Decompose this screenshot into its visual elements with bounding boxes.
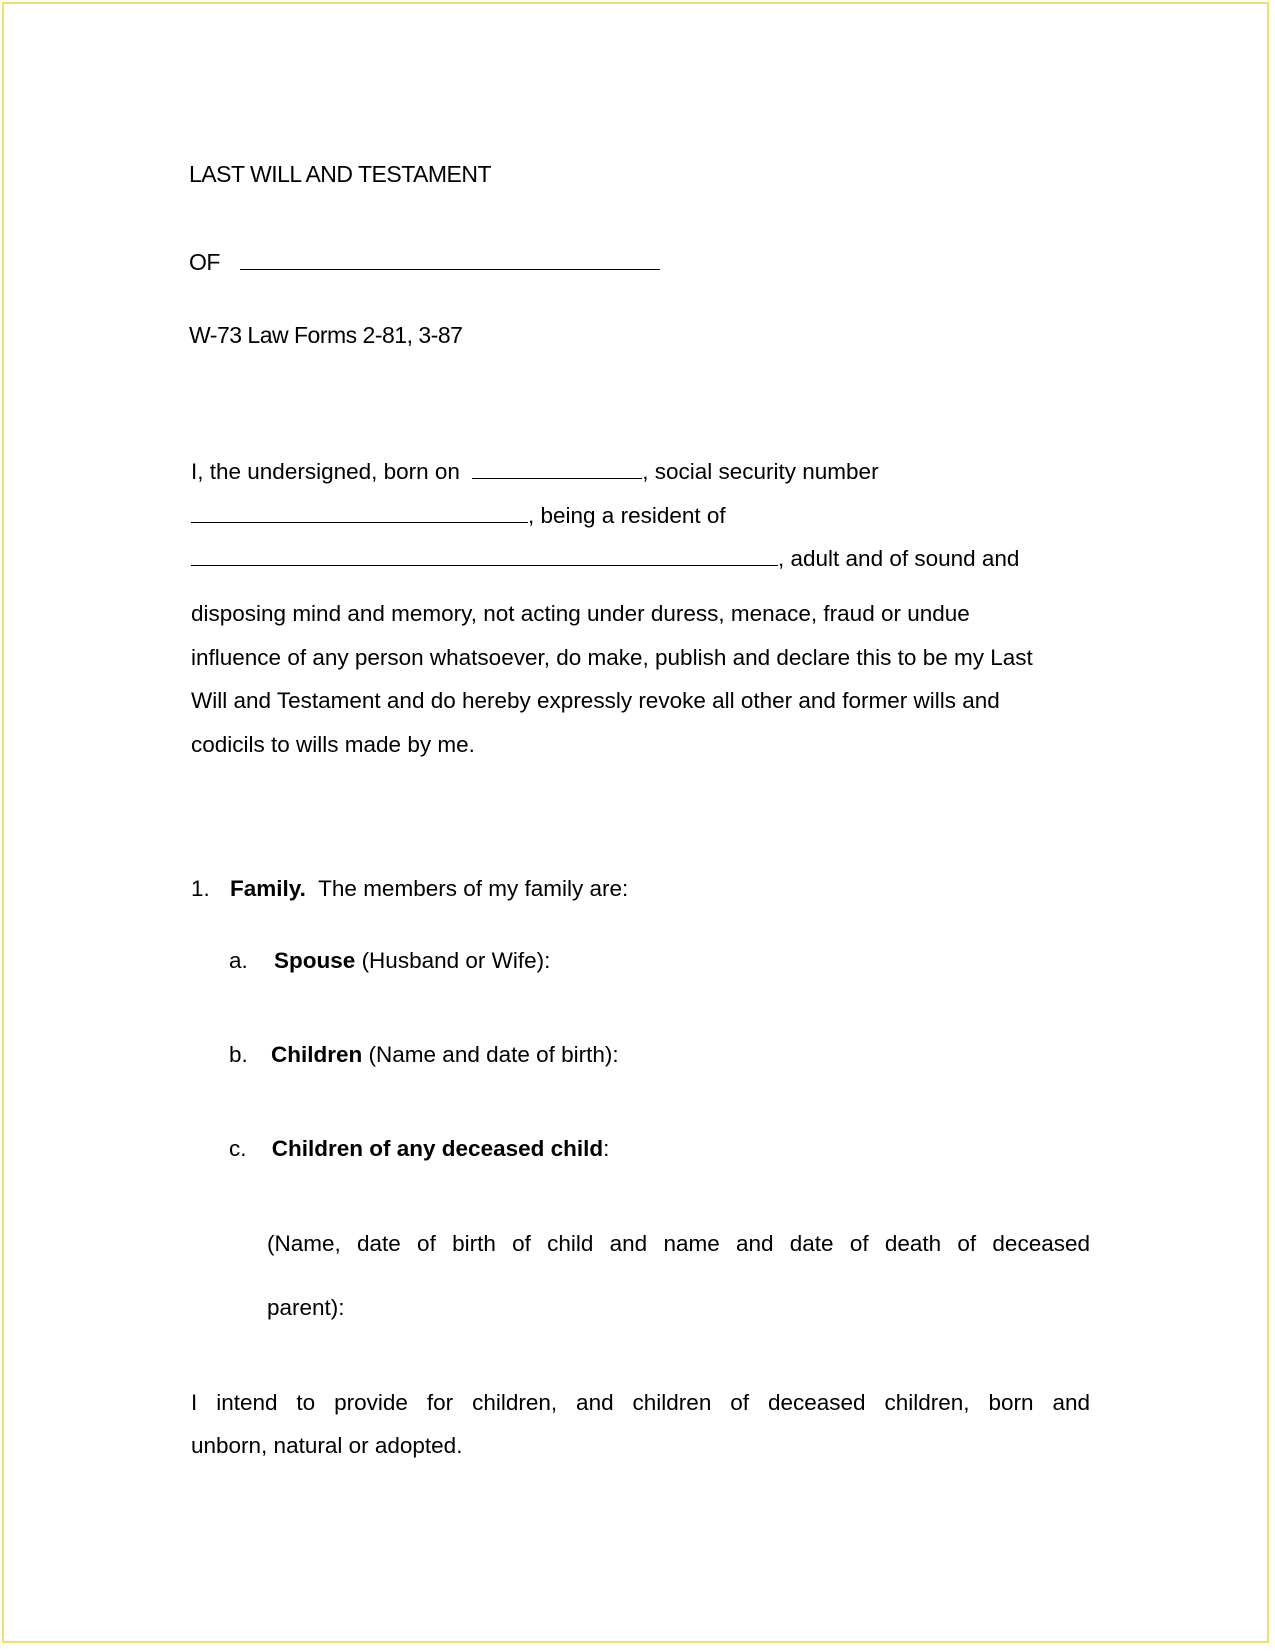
closing-line-1: I intend to provide for children, and children of deceased children, born and xyxy=(191,1390,1090,1415)
birth-date-blank[interactable] xyxy=(472,477,642,479)
item-b-rest: (Name and date of birth): xyxy=(362,1042,619,1067)
item-c-marker: c. xyxy=(229,1136,247,1161)
intro-sound-mind-label: , adult and of sound and xyxy=(778,546,1020,571)
intro-born-label: I, the undersigned, born on xyxy=(191,459,460,484)
of-label: OF xyxy=(189,249,220,275)
intro-paragraph: disposing mind and memory, not acting under duress, menace, fraud or undue influence of any person whatsoever, do make, publish and declare this to be my Last Will and Testament and do hereby expressly revoke all other and former wills and codicils to wills made by me. xyxy=(191,601,1033,757)
item-c-rest: : xyxy=(603,1136,610,1161)
testator-name-line xyxy=(189,249,660,276)
document-page xyxy=(2,2,1269,1643)
document-title: LAST WILL AND TESTAMENT xyxy=(189,161,492,187)
family-item-spouse xyxy=(229,939,550,983)
intro-resident-label: , being a resident of xyxy=(528,503,726,528)
intro-line-3 xyxy=(191,537,1019,581)
section-1-text: The members of my family are: xyxy=(318,876,629,901)
item-a-rest: (Husband or Wife): xyxy=(355,948,551,973)
ssn-blank[interactable] xyxy=(191,521,528,523)
form-reference: W-73 Law Forms 2-81, 3-87 xyxy=(189,322,463,348)
item-b-marker: b. xyxy=(229,1042,248,1067)
item-a-marker: a. xyxy=(229,948,248,973)
item-c-label: Children of any deceased child xyxy=(271,1136,604,1161)
family-item-children xyxy=(229,1033,619,1077)
intro-line-1 xyxy=(191,450,879,494)
section-1-number: 1. xyxy=(191,876,210,901)
item-a-label: Spouse xyxy=(274,948,356,973)
grandchildren-note-line-1: (Name, date of birth of child and name and date of death of deceased xyxy=(267,1231,1090,1256)
section-1-heading xyxy=(191,867,628,911)
closing-line-2: unborn, natural or adopted. xyxy=(191,1433,463,1458)
item-b-label: Children xyxy=(271,1042,363,1067)
intro-ssn-label: , social security number xyxy=(642,459,879,484)
grandchildren-note-line-2: parent): xyxy=(267,1295,345,1320)
intro-line-2 xyxy=(191,494,726,538)
residence-blank[interactable] xyxy=(191,564,778,566)
testator-name-blank[interactable] xyxy=(240,268,660,270)
family-item-grandchildren xyxy=(229,1127,609,1171)
section-1-title: Family. xyxy=(230,876,306,901)
